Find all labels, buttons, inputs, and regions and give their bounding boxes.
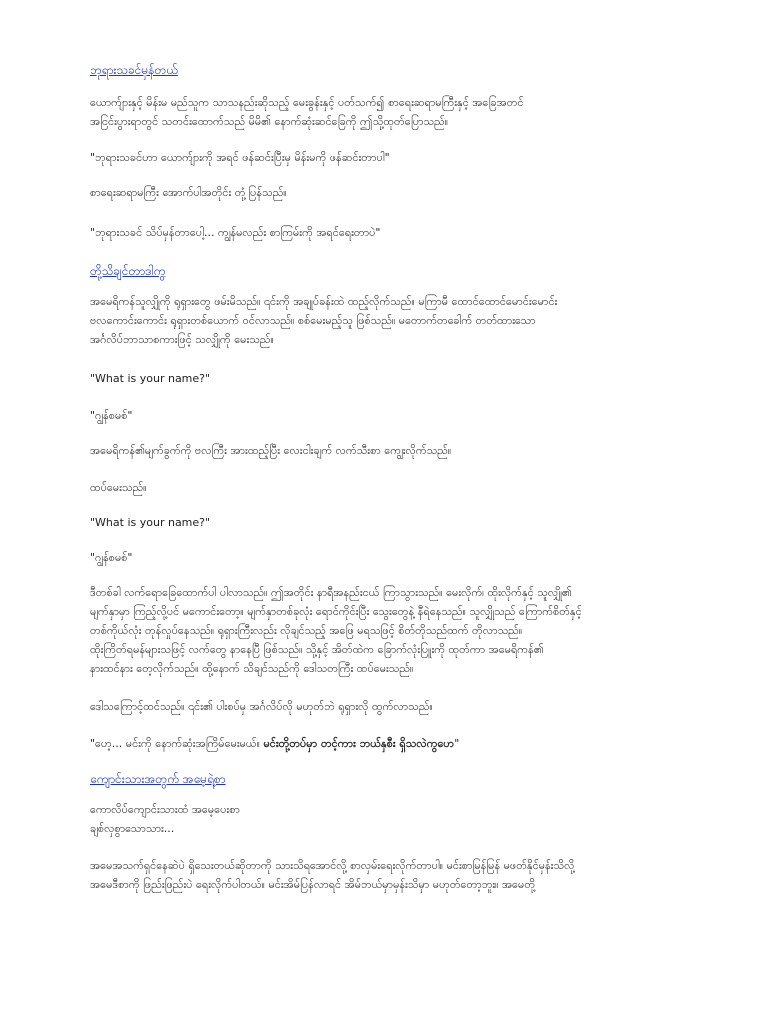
- paragraph: [90, 223, 690, 242]
- section-heading-letter-to-student[interactable]: [90, 771, 226, 789]
- text-line: ကောလိပ်ကျောင်းသားထံ အမေ့ပေးစာ: [90, 803, 240, 816]
- text-line: ထပ်မေးသည်။: [90, 481, 147, 494]
- text-line: ချစ်လှစွာသောသား...: [90, 822, 175, 835]
- text-line: နားထင်နား တေ့လိုက်သည်။ ထို့နောက် သိချင်သည်ကို ဒေါသတကြီး ထပ်မေးသည်။: [90, 662, 414, 675]
- paragraph: [90, 697, 690, 716]
- text-line: အမေအသက်ရှင်နေဆဲပဲ ရှိသေးတယ်ဆိုတာကို သားသိရအောင်လို့ စာလှမ်းရေးလိုက်တာပါ။ မင်းစာမြန်မြန် မဖတ်နိုင်မှန်းသိလို့: [90, 859, 575, 872]
- paragraph: [90, 856, 690, 894]
- section-heading-god-is-right[interactable]: [90, 62, 178, 80]
- text-line: ": [454, 737, 460, 750]
- text-line: "ဘုရားသခင် သိပ်မှန်တာပေါ့... ကျွန်မလည်း စာကြမ်းကို အရင်ရေးတာပဲ": [90, 226, 381, 239]
- text-line: အမေဒီစာကို ဖြည်းဖြည်းပဲ ရေးလိုက်ပါတယ်။ မင်းအိမ်ပြန်လာရင် အိမ်ဘယ်မှာမှန်းသိမှာ မဟုတ်တော့ဘူး။ အမေတို့: [90, 878, 536, 891]
- text-line: ယောက်ျားနှင့် မိန်းမ မည်သူက သာသနည်းဆိုသည့် မေးခွန်းနှင့် ပတ်သက်၍ စာရေးဆရာမကြီးနှင့် အခြေအတင်: [90, 96, 524, 109]
- paragraph: [90, 93, 690, 131]
- section-heading-what-we-want-to-know[interactable]: [90, 263, 165, 281]
- paragraph: [90, 292, 690, 349]
- paragraph: [90, 583, 690, 678]
- heading-text: ဘုရားသခင်မှန်တယ်: [90, 63, 178, 77]
- heading-text: ကျောင်းသားအတွက် အမေ့ရဲ့စာ: [90, 772, 226, 786]
- text-line: "ဂျွန်စမစ်": [90, 409, 133, 422]
- text-line: ဗလကောင်းကောင်း ရုရှားတစ်ယောက် ဝင်လာသည်။ စစ်မေးမည့်သူ ဖြစ်သည်။ မတောက်တခေါက် တတ်ထားသော: [90, 314, 536, 327]
- bold-text: မင်းတို့တပ်မှာ တင့်ကား ဘယ်နှစီး ရှိသလဲကွဟေ: [263, 737, 455, 750]
- paragraph: [90, 800, 690, 838]
- text-line: အငြင်းပွားရာတွင် သတင်းထောက်သည် မိမိ၏ နောက်ဆုံးဆင်ခြေကို ဤသို့ထုတ်ပြောသည်။: [90, 115, 449, 128]
- text-line: အမေရိကန်၏မျက်ခွက်ကို ဗလကြီး အားထည့်ပြီး လေးငါးချက် လက်သီးစာ ကျွေးလိုက်သည်။: [90, 444, 452, 457]
- text-line: မျက်နှာမှာ ကြည့်လို့ပင် မကောင်းတော့။ မျက်နှာတစ်ခုလုံး ရောင်ကိုင်းပြီး သွေးတွေနဲ့ နီရဲနေသည်။ သူလျှိုသည် ကြောက်စိတ်နှင့်: [90, 605, 582, 618]
- text-line: တစ်ကိုယ်လုံး တုန်လှုပ်နေသည်။ ရုရှားကြီးလည်း လိုချင်သည့် အဖြေ မရသဖြင့် စိတ်တိုသည်ထက် တိုလာသည်။: [90, 624, 523, 637]
- text-line: ဒီတစ်ခါ လက်ရောခြေထောက်ပါ ပါလာသည်။ ဤအတိုင်း နာရီအနည်းငယ် ကြာသွားသည်။ မေးလိုက်၊ ထိုးလိုက်နှင့် သူလျှို၏: [90, 586, 572, 599]
- paragraph: [90, 148, 690, 167]
- text-line: "What is your name?": [90, 372, 211, 385]
- text-line: "ဂျွန်စမစ်": [90, 551, 133, 564]
- text-line: "What is your name?": [90, 516, 211, 529]
- text-line: "ဘုရားသခင်ဟာ ယောက်ျားကို အရင် ဖန်ဆင်းပြီးမှ မိန်းမကို ဖန်ဆင်းတာပါ": [90, 151, 390, 164]
- paragraph: [90, 369, 690, 388]
- paragraph: [90, 406, 690, 425]
- text-line: ဒေါသကြောင့်ထင်သည်။ ၎င်း၏ ပါးစပ်မှ အင်္ဂလိပ်လို မဟုတ်ဘဲ ရုရှားလို ထွက်လာသည်။: [90, 700, 433, 713]
- text-line: အမေရိကန်သူလျှိုကို ရုရှားတွေ ဖမ်းမိသည်။ ၎င်းကို အချုပ်ခန်းထဲ ထည့်လိုက်သည်။ မကြာမီ ထောင်ထောင်မောင်းမောင်း: [90, 295, 558, 308]
- paragraph: [90, 513, 690, 532]
- paragraph: [90, 183, 690, 202]
- paragraph: [90, 548, 690, 567]
- paragraph: [90, 478, 690, 497]
- heading-text: တို့သိချင်တာဒါကွ: [90, 264, 166, 278]
- text-line: ထိုးကြိတ်ရမန်များသဖြင့် လက်တွေ နာနေပြီ ဖြစ်သည်။ သို့နှင့် အိတ်ထဲက ခြောက်လုံးပြူးကို ထုတ်ကာ အမေရိကန်၏: [90, 643, 544, 656]
- text-line: စာရေးဆရာမကြီး အောက်ပါအတိုင်း တုံ့ပြန်သည်။: [90, 186, 287, 199]
- paragraph: [90, 734, 690, 753]
- paragraph: [90, 441, 690, 460]
- text-line: "ဟေ့... မင်းကို နောက်ဆုံးအကြိမ်မေးမယ်။: [90, 737, 264, 750]
- text-line: အင်္ဂလိပ်ဘာသာစကားဖြင့် သလျှိုကို မေးသည်။: [90, 333, 274, 346]
